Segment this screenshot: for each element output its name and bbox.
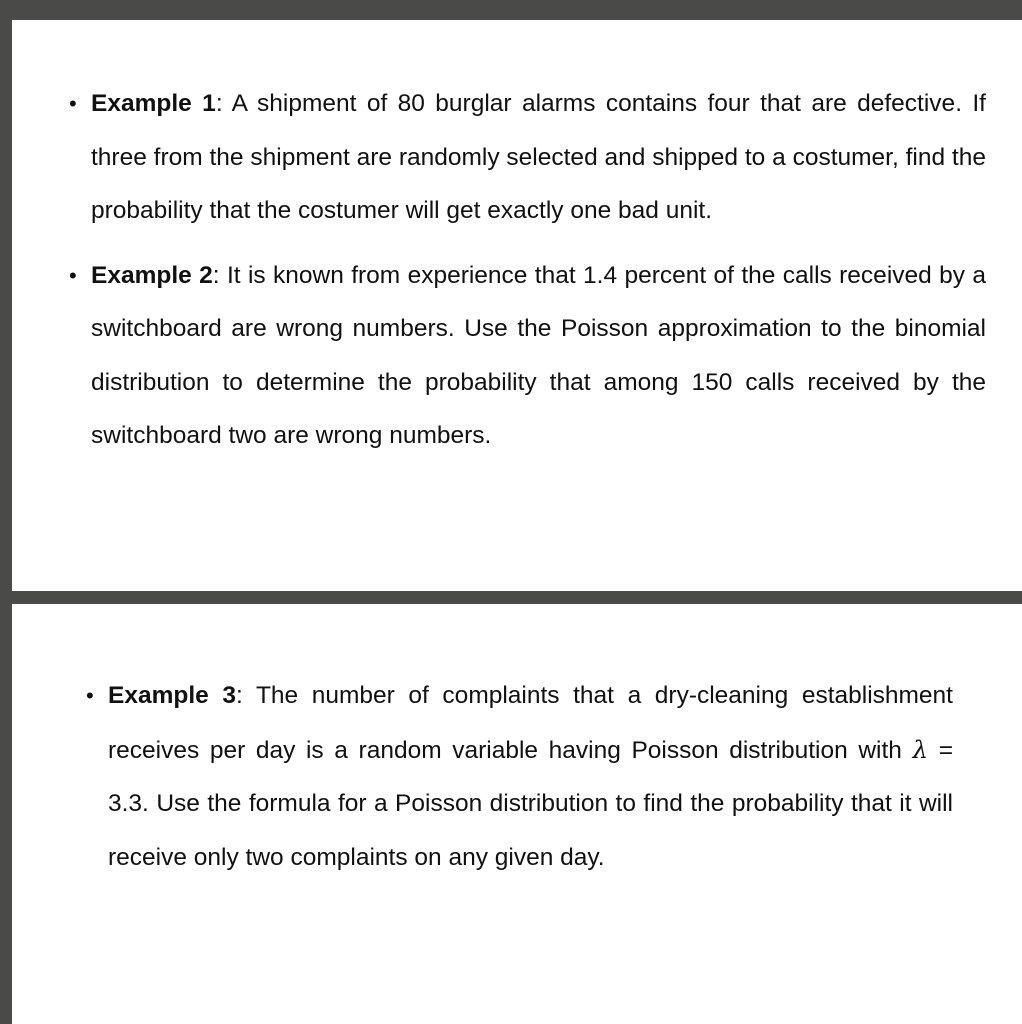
example-3	[88, 669, 953, 884]
lambda-value: = 3.3.	[108, 736, 953, 817]
example-text-before: The number of complaints that a dry-cleaning establishment receives per day is a random variable having Poisson distribution with	[108, 682, 953, 764]
page-2	[12, 604, 1022, 1024]
example-label: Example	[91, 261, 192, 289]
bullet-icon: •	[69, 262, 77, 288]
example-colon: :	[215, 90, 223, 117]
example-list	[71, 77, 986, 463]
example-2	[71, 249, 986, 463]
example-label: Example	[108, 682, 209, 709]
example-1	[71, 77, 986, 238]
example-number: 1	[202, 90, 216, 117]
bullet-icon: •	[69, 91, 77, 116]
example-text-after: Use the formula for a Poisson distribution to find the probability that it will receive only two complaints on any given day.	[108, 790, 953, 871]
example-label: Example	[91, 90, 192, 117]
example-colon: :	[212, 261, 220, 289]
lambda-symbol: λ	[912, 734, 929, 764]
example-colon: :	[236, 682, 243, 709]
example-list	[88, 669, 953, 884]
example-text: A shipment of 80 burglar alarms contains four that are defective. If three from the shipment are randomly selected and shipped to a costumer, find the probability that the costumer will get exactly one bad unit.	[91, 90, 986, 224]
bullet-icon: •	[86, 683, 94, 708]
example-number: 2	[199, 261, 213, 289]
example-number: 3	[222, 682, 237, 709]
page-1	[12, 20, 1022, 591]
example-text: It is known from experience that 1.4 percent of the calls received by a switchboard are wrong numbers. Use the Poisson approximation to the binomial distribution to determine the probability that among 150 calls received by the switchboard two are wrong numbers.	[91, 261, 986, 449]
